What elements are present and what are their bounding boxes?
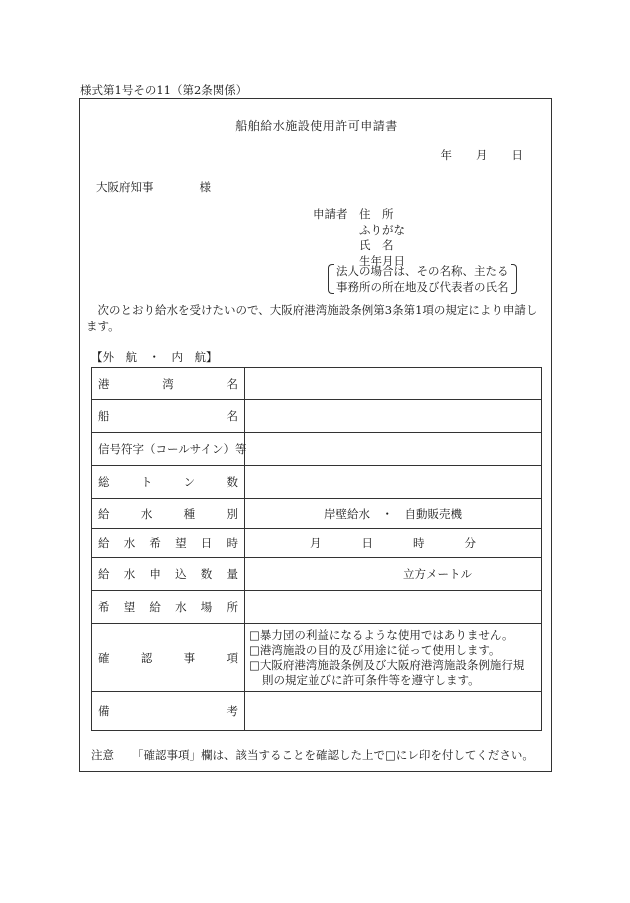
confirmation-checkbox-item[interactable]: □港湾施設の目的及び用途に従って使用します。 <box>249 642 501 657</box>
table-row-remarks <box>92 692 542 731</box>
table-row-ship-name <box>92 400 542 433</box>
row-label-char: 備 <box>98 704 110 718</box>
row-label-char: 込 <box>175 567 187 581</box>
row-label <box>92 368 245 400</box>
table-row-confirmation <box>92 624 542 692</box>
row-label-char: 名 <box>226 409 238 423</box>
note <box>91 747 534 763</box>
row-label-char: 場 <box>200 600 213 614</box>
remarks-field[interactable] <box>245 692 542 731</box>
applicant-name-label: 氏 名 <box>359 238 394 252</box>
row-label <box>92 499 245 529</box>
row-label-char: 量 <box>226 567 238 581</box>
applicant-birthdate-label: 生年月日 <box>359 253 405 268</box>
row-label-char: 数 <box>226 475 238 489</box>
applicant-label: 申請者 <box>313 207 348 221</box>
row-label-char: 水 <box>140 506 153 521</box>
corporation-note-line: 事務所の所在地及び代表者の氏名 <box>336 280 509 294</box>
table-row-gross-tonnage <box>92 466 542 499</box>
form-number-label: 様式第1号その11（第2条関係） <box>80 83 248 97</box>
row-label-char: 項 <box>226 650 238 665</box>
row-label-char: 給 <box>98 567 110 581</box>
row-label-char: 望 <box>175 536 187 550</box>
row-label-char: 船 <box>98 409 110 423</box>
addressee <box>96 179 211 195</box>
row-label-char: 信号符字（コールサイン）等 <box>98 442 247 456</box>
form-frame <box>79 98 552 772</box>
row-label-char: 認 <box>140 650 153 665</box>
port-name-field[interactable] <box>245 368 542 400</box>
row-label-char: 事 <box>183 650 196 665</box>
row-label-char: 時 <box>226 536 238 550</box>
water-supply-type-field[interactable]: 岸壁給水 ・ 自動販売機 <box>245 499 542 529</box>
row-label-char: 給 <box>149 600 161 614</box>
confirmation-checkbox-item[interactable]: □大阪府港湾施設条例及び大阪府港湾施設条例施行規 <box>249 657 525 672</box>
row-label-char: 水 <box>123 536 136 550</box>
row-label-char: 考 <box>226 704 238 718</box>
row-label-char: 申 <box>149 567 161 581</box>
ship-name-field[interactable] <box>245 400 542 433</box>
row-label-char: 所 <box>226 600 238 614</box>
confirmation-checkbox-item[interactable]: □暴力団の利益になるような使用ではありません。 <box>249 627 514 642</box>
note-label: 注意 <box>91 748 114 762</box>
row-label-char: ン <box>183 475 196 489</box>
table-row-port-name <box>92 368 542 400</box>
row-label <box>92 624 245 692</box>
row-label-char: 水 <box>123 567 136 581</box>
datetime-unit: 時 <box>413 536 425 550</box>
confirmation-items <box>245 624 542 692</box>
confirmation-item-continued: 則の規定並びに許可条件等を遵守します。 <box>262 672 480 687</box>
table-row-requested-volume <box>92 558 542 591</box>
corporation-note-line: 法人の場合は、その名称、主たる <box>336 264 509 278</box>
date-day: 日 <box>511 148 523 162</box>
datetime-unit: 月 <box>310 536 322 550</box>
row-label-char: 日 <box>200 536 213 550</box>
table-row-desired-datetime <box>92 529 542 558</box>
table-row-call-sign <box>92 433 542 466</box>
row-label <box>92 466 245 499</box>
application-table <box>91 367 542 731</box>
addressee-honorific: 様 <box>199 180 211 194</box>
date-month: 月 <box>476 148 488 162</box>
category-selector: 【外 航 ・ 内 航】 <box>91 350 218 364</box>
row-label-char: 湾 <box>162 376 174 391</box>
row-label-char: ト <box>140 475 153 489</box>
desired-datetime-field[interactable] <box>245 529 542 558</box>
desired-location-field[interactable] <box>245 591 542 624</box>
requested-volume-field[interactable]: 立方メートル <box>245 558 542 591</box>
applicant-furigana-label: ふりがな <box>359 222 405 237</box>
document-title: 船舶給水施設使用許可申請書 <box>235 119 398 133</box>
row-label <box>92 433 245 466</box>
row-label <box>92 591 245 624</box>
row-label-char: 種 <box>183 506 196 521</box>
row-label-char: 名 <box>226 376 238 391</box>
applicant-block <box>313 207 419 269</box>
corporation-note <box>328 263 517 295</box>
row-label-char: 別 <box>226 506 238 521</box>
row-label-char: 確 <box>98 650 110 665</box>
date-year: 年 <box>440 148 452 162</box>
row-label-char: 水 <box>175 600 187 614</box>
row-label-char: 給 <box>98 536 110 550</box>
datetime-unit: 日 <box>361 536 373 550</box>
call-sign-field[interactable] <box>245 433 542 466</box>
gross-tonnage-field[interactable] <box>245 466 542 499</box>
row-label-char: 総 <box>98 475 110 489</box>
note-text: 「確認事項」欄は、該当することを確認した上で□にレ印を付してください。 <box>132 748 534 762</box>
row-label <box>92 692 245 731</box>
row-label-char: 給 <box>98 506 110 521</box>
table-row-desired-location <box>92 591 542 624</box>
row-label <box>92 400 245 433</box>
addressee-name: 大阪府知事 <box>96 180 154 194</box>
row-label-char: 希 <box>98 600 110 614</box>
row-label-char: 希 <box>149 536 161 550</box>
row-label-char: 港 <box>98 376 110 391</box>
applicant-address-label: 住 所 <box>359 207 394 221</box>
date-line <box>417 147 524 163</box>
table-row-water-supply-type <box>92 499 542 529</box>
row-label <box>92 529 245 558</box>
datetime-unit: 分 <box>464 536 476 550</box>
application-statement: 次のとおり給水を受けたいので、大阪府港湾施設条例第3条第1項の規定により申請します。 <box>86 303 538 333</box>
row-label <box>92 558 245 591</box>
row-label-char: 数 <box>200 567 213 581</box>
row-label-char: 望 <box>123 600 136 614</box>
